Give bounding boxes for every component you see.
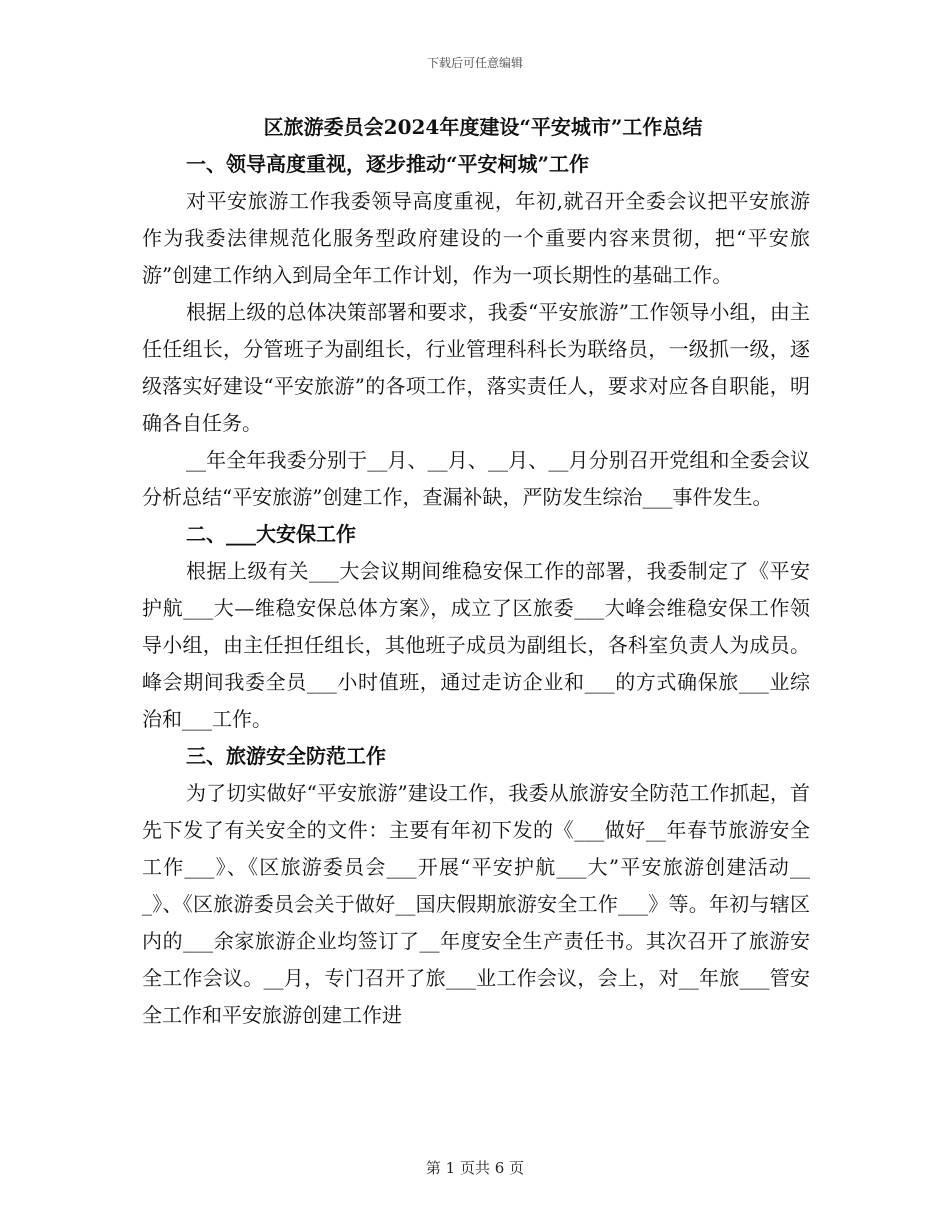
paragraph: __年全年我委分别于__月、__月、__月、__月分别召开党组和全委会议分析总结“平安旅游”创建工作，查漏补缺，严防发生综治___事件发生。 xyxy=(142,448,810,509)
document-body xyxy=(142,108,810,1034)
header-note: 下载后可任意编辑 xyxy=(426,56,523,70)
section-2 xyxy=(142,516,810,738)
paragraph: 对平安旅游工作我委领导高度重视，年初,就召开全委会议把平安旅游作为我委法律规范化服务型政府建设的一个重要内容来贯彻，把“平安旅游”创建工作纳入到局全年工作计划，作为一项长期性的基础工作。 xyxy=(142,189,810,287)
paragraph: 根据上级的总体决策部署和要求，我委“平安旅游”工作领导小组，由主任任组长，分管班子为副组长，行业管理科科长为联络员，一级抓一级，逐级落实好建设“平安旅游”的各项工作，落实责任人，要求对应各自职能，明确各自任务。 xyxy=(142,300,810,435)
section-3 xyxy=(142,738,810,1034)
document-title: 区旅游委员会2024年度建设“平安城市”工作总结 xyxy=(263,115,703,139)
section-1 xyxy=(142,146,810,516)
section-heading: 一、领导高度重视，逐步推动“平安柯城”工作 xyxy=(186,152,590,176)
paragraph: 根据上级有关___大会议期间维稳安保工作的部署，我委制定了《平安护航___大—维稳安保总体方案》，成立了区旅委___大峰会维稳安保工作领导小组，由主任担任组长，其他班子成员为副组长，各科室负责人为成员。峰会期间我委全员___小时值班，通过走访企业和___的方式确保旅___业综治和___工作。 xyxy=(142,559,810,731)
paragraph: 为了切实做好“平安旅游”建设工作，我委从旅游安全防范工作抓起，首先下发了有关安全的文件：主要有年初下发的《___做好__年春节旅游安全工作___》、《区旅游委员会___开展“平安护航___大”平安旅游创建活动___》、《区旅游委员会关于做好__国庆假期旅游安全工作___》等。年初与辖区内的___余家旅游企业均签订了__年度安全生产责任书。其次召开了旅游安全工作会议。__月，专门召开了旅___业工作会议，会上，对__年旅___管安全工作和平安旅游创建工作进 xyxy=(142,781,810,1027)
page-number: 第 1 页共 6 页 xyxy=(425,1159,525,1177)
section-heading: 三、旅游安全防范工作 xyxy=(186,744,386,768)
section-heading: 二、___大安保工作 xyxy=(186,522,356,546)
